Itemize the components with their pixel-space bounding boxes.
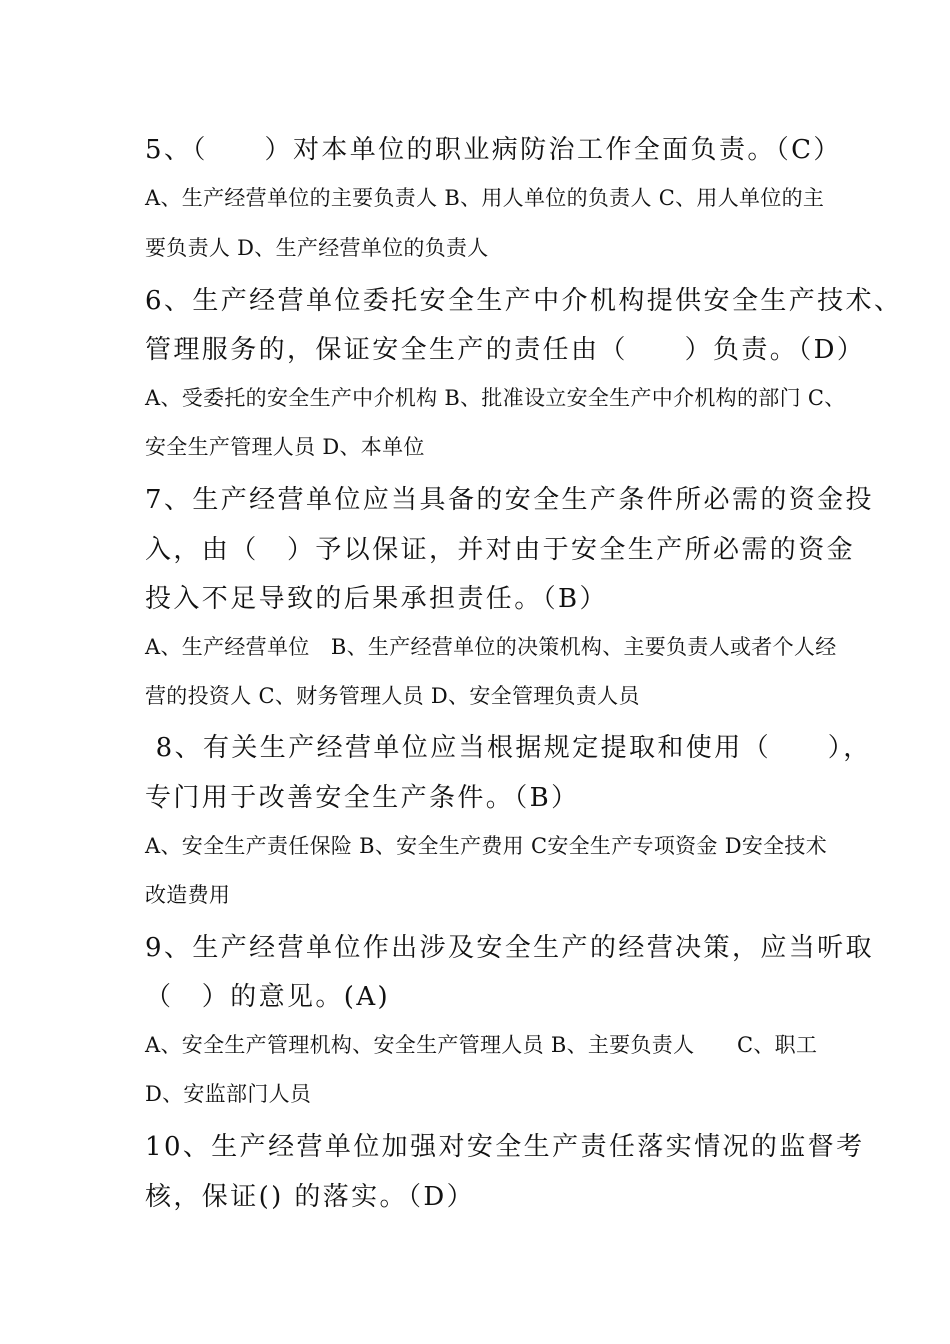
question-5-stem-line-1: 5、（ ）对本单位的职业病防治工作全面负责。（C） bbox=[145, 135, 842, 165]
question-5-options-line-1: A、生产经营单位的主要负责人 B、用人单位的负责人 C、用人单位的主 bbox=[145, 186, 825, 210]
question-8-options-line-1: A、安全生产责任保险 B、安全生产费用 C安全生产专项资金 D安全技术 bbox=[145, 834, 828, 858]
question-6-options-line-2: 安全生产管理人员 D、本单位 bbox=[145, 435, 425, 459]
question-7-stem-line-2: 入，由（ ）予以保证，并对由于安全生产所必需的资金 bbox=[145, 535, 856, 565]
question-6-options-line-1: A、受委托的安全生产中介机构 B、批准设立安全生产中介机构的部门 C、 bbox=[145, 386, 846, 410]
question-10-stem-line-2: 核，保证() 的落实。（D） bbox=[145, 1182, 475, 1212]
question-9-options-line-2: D、安监部门人员 bbox=[145, 1082, 312, 1106]
question-8-options-line-2: 改造费用 bbox=[145, 883, 231, 907]
question-6-stem-line-2: 管理服务的，保证安全生产的责任由（ ）负责。（D） bbox=[145, 335, 866, 365]
question-6-stem-line-1: 6、生产经营单位委托安全生产中介机构提供安全生产技术、 bbox=[145, 286, 903, 316]
question-9-stem-line-1: 9、生产经营单位作出涉及安全生产的经营决策，应当听取 bbox=[145, 933, 874, 963]
question-7-stem-line-3: 投入不足导致的后果承担责任。（B） bbox=[145, 584, 608, 614]
question-9-stem-line-2: （ ）的意见。(A) bbox=[145, 982, 391, 1012]
question-7-options-line-2: 营的投资人 C、财务管理人员 D、安全管理负责人员 bbox=[145, 684, 640, 708]
question-8-stem-line-1: 8、有关生产经营单位应当根据规定提取和使用（ ）， bbox=[145, 733, 872, 763]
question-5-options-line-2: 要负责人 D、生产经营单位的负责人 bbox=[145, 236, 489, 260]
question-10-stem-line-1: 10、生产经营单位加强对安全生产责任落实情况的监督考 bbox=[145, 1132, 865, 1162]
question-7-stem-line-1: 7、生产经营单位应当具备的安全生产条件所必需的资金投 bbox=[145, 485, 874, 515]
question-7-options-line-1: A、生产经营单位 B、生产经营单位的决策机构、主要负责人或者个人经 bbox=[145, 635, 837, 659]
question-8-stem-line-2: 专门用于改善安全生产条件。（B） bbox=[145, 783, 580, 813]
question-9-options-line-1: A、安全生产管理机构、安全生产管理人员 B、主要负责人 C、职工 bbox=[145, 1033, 818, 1057]
